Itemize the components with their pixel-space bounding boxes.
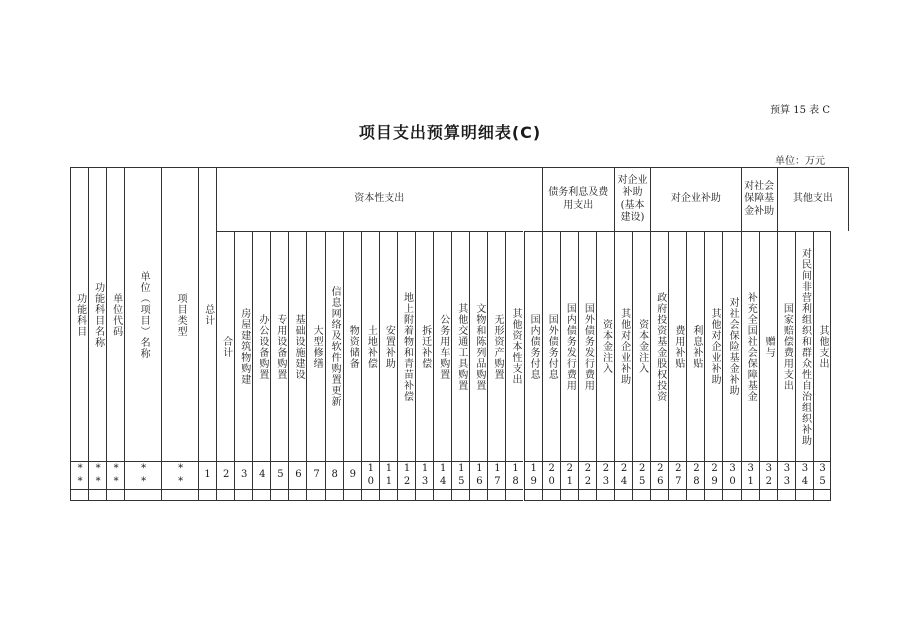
data-row-cell <box>198 489 216 501</box>
index-cell-28: 24 <box>614 461 632 489</box>
column-header-18: 国外债务付息 <box>542 231 560 461</box>
column-header-8: 土地补偿 <box>361 231 379 461</box>
column-header-1: 房屋建筑物购建 <box>234 231 252 461</box>
data-row-cell <box>70 489 88 501</box>
data-row-cell <box>759 489 777 501</box>
data-row-cell <box>686 489 704 501</box>
column-header-11: 拆迁补偿 <box>415 231 433 461</box>
index-cell-6: 2 <box>216 461 234 489</box>
data-row-cell <box>813 489 831 501</box>
data-row-cell <box>361 489 379 501</box>
data-row-cell <box>596 489 614 501</box>
column-header-32: 对民间非营利组织和群众性自治组织补助 <box>795 231 813 461</box>
index-cell-20: 16 <box>469 461 487 489</box>
index-cell-27: 23 <box>596 461 614 489</box>
index-cell-35: 31 <box>741 461 759 489</box>
column-header-12: 公务用车购置 <box>433 231 451 461</box>
data-row-cell <box>234 489 252 501</box>
column-header-0: 合计 <box>216 231 234 461</box>
group-header-1: 债务利息及费用支出 <box>542 167 614 231</box>
column-header-31: 国家赔偿费用支出 <box>777 231 795 461</box>
data-row-cell <box>704 489 722 501</box>
data-row-cell <box>487 489 505 501</box>
data-row-cell <box>325 489 343 501</box>
data-row-cell <box>397 489 415 501</box>
form-code: 预算 15 表 C <box>770 105 830 116</box>
column-header-27: 其他对企业补助 <box>704 231 722 461</box>
column-header-2: 办公设备购置 <box>252 231 270 461</box>
group-header-4: 对社会保障基金补助 <box>741 167 777 231</box>
unit-label: 单位：万元 <box>775 156 825 167</box>
index-cell-12: 8 <box>325 461 343 489</box>
column-header-4: 基础设施建设 <box>288 231 306 461</box>
index-cell-4: ** <box>161 461 198 489</box>
id-header-4: 项目类型 <box>161 167 198 461</box>
index-cell-37: 33 <box>777 461 795 489</box>
index-cell-5: 1 <box>198 461 216 489</box>
index-cell-11: 7 <box>306 461 324 489</box>
group-header-3: 对企业补助 <box>650 167 740 231</box>
data-row-cell <box>379 489 397 501</box>
column-header-17: 国内债务付息 <box>524 231 542 461</box>
index-cell-34: 30 <box>722 461 740 489</box>
data-row-cell <box>124 489 161 501</box>
data-row-cell <box>270 489 288 501</box>
data-row-cell <box>668 489 686 501</box>
index-cell-3: ** <box>124 461 161 489</box>
id-header-0: 功能科目 <box>70 167 88 461</box>
index-cell-1: ** <box>88 461 106 489</box>
index-cell-32: 28 <box>686 461 704 489</box>
index-cell-18: 14 <box>433 461 451 489</box>
index-cell-33: 29 <box>704 461 722 489</box>
index-cell-22: 18 <box>505 461 523 489</box>
index-cell-24: 20 <box>542 461 560 489</box>
data-row-cell <box>560 489 578 501</box>
column-header-16: 其他资本性支出 <box>505 231 523 461</box>
column-header-7: 物资储备 <box>343 231 361 461</box>
column-header-20: 国外债务发行费用 <box>578 231 596 461</box>
data-row-cell <box>252 489 270 501</box>
index-cell-13: 9 <box>343 461 361 489</box>
data-row-cell <box>451 489 469 501</box>
data-row-cell <box>88 489 106 501</box>
column-header-3: 专用设备购置 <box>270 231 288 461</box>
data-row-cell <box>795 489 813 501</box>
data-row-cell <box>722 489 740 501</box>
data-row-cell <box>433 489 451 501</box>
data-row-cell <box>542 489 560 501</box>
data-row-cell <box>578 489 596 501</box>
index-cell-39: 35 <box>813 461 831 489</box>
index-cell-21: 17 <box>487 461 505 489</box>
index-cell-31: 27 <box>668 461 686 489</box>
data-row-cell <box>415 489 433 501</box>
index-cell-36: 32 <box>759 461 777 489</box>
index-cell-17: 13 <box>415 461 433 489</box>
index-cell-15: 11 <box>379 461 397 489</box>
index-cell-9: 5 <box>270 461 288 489</box>
column-header-5: 大型修缮 <box>306 231 324 461</box>
data-row-cell <box>306 489 324 501</box>
data-row-cell <box>777 489 795 501</box>
group-header-0: 资本性支出 <box>216 167 542 231</box>
index-cell-0: ** <box>70 461 88 489</box>
index-cell-2: ** <box>106 461 124 489</box>
column-header-14: 文物和陈列品购置 <box>469 231 487 461</box>
id-header-3: 单位（项目）名称 <box>124 167 161 461</box>
data-row-cell <box>741 489 759 501</box>
column-header-15: 无形资产购置 <box>487 231 505 461</box>
data-row-cell <box>106 489 124 501</box>
index-cell-7: 3 <box>234 461 252 489</box>
index-cell-26: 22 <box>578 461 596 489</box>
index-cell-23: 19 <box>524 461 542 489</box>
column-header-28: 对社会保险基金补助 <box>722 231 740 461</box>
column-header-24: 政府投资基金股权投资 <box>650 231 668 461</box>
group-header-2: 对企业补助(基本建设) <box>614 167 650 231</box>
column-header-30: 赠与 <box>759 231 777 461</box>
column-header-25: 费用补贴 <box>668 231 686 461</box>
index-cell-8: 4 <box>252 461 270 489</box>
index-cell-25: 21 <box>560 461 578 489</box>
index-cell-38: 34 <box>795 461 813 489</box>
data-row-cell <box>505 489 523 501</box>
index-cell-30: 26 <box>650 461 668 489</box>
data-row-cell <box>650 489 668 501</box>
data-row-cell <box>161 489 198 501</box>
column-header-9: 安置补助 <box>379 231 397 461</box>
data-row-cell <box>632 489 650 501</box>
id-header-2: 单位代码 <box>106 167 124 461</box>
data-row-cell <box>288 489 306 501</box>
column-header-23: 资本金注入 <box>632 231 650 461</box>
data-row-cell <box>216 489 234 501</box>
index-cell-14: 10 <box>361 461 379 489</box>
index-cell-16: 12 <box>397 461 415 489</box>
column-header-21: 资本金注入 <box>596 231 614 461</box>
data-row-cell <box>343 489 361 501</box>
column-header-26: 利息补贴 <box>686 231 704 461</box>
id-header-1: 功能科目名称 <box>88 167 106 461</box>
data-row-cell <box>524 489 542 501</box>
column-header-10: 地上附着物和青苗补偿 <box>397 231 415 461</box>
index-cell-19: 15 <box>451 461 469 489</box>
data-row-cell <box>614 489 632 501</box>
column-header-19: 国内债务发行费用 <box>560 231 578 461</box>
index-cell-10: 6 <box>288 461 306 489</box>
column-header-22: 其他对企业补助 <box>614 231 632 461</box>
page-title: 项目支出预算明细表(C) <box>358 123 542 142</box>
column-header-13: 其他交通工具购置 <box>451 231 469 461</box>
column-header-6: 信息网络及软件购置更新 <box>325 231 343 461</box>
column-header-29: 补充全国社会保障基金 <box>741 231 759 461</box>
column-header-33: 其他支出 <box>813 231 831 461</box>
data-row-cell <box>469 489 487 501</box>
group-header-5: 其他支出 <box>777 167 849 231</box>
id-header-5: 总计 <box>198 167 216 461</box>
index-cell-29: 25 <box>632 461 650 489</box>
